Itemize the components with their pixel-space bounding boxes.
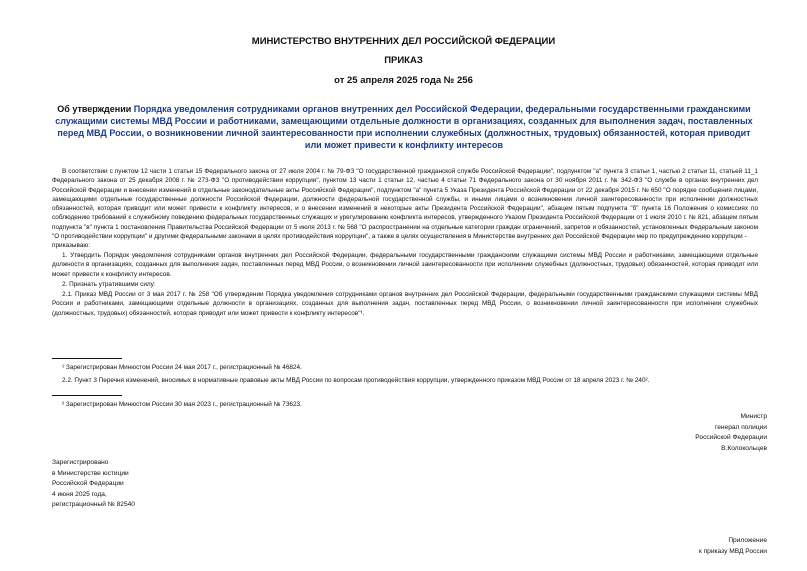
item-1: 1. Утвердить Порядок уведомления сотрудниками органов внутренних дел Российской Федерации, федеральными государственными гражданскими служащими системы МВД России и работниками, замещающими отдельные должности в организациях, созданных для выполнения задач, поставленных перед МВД России, о возникновении личной заинтересованности при исполнении служебных (должностных, трудовых) обязанностей, которая приводит или может привести к конфликту интересов. — [52, 252, 758, 278]
order-word: приказываю: — [52, 242, 90, 249]
signature-country: Российской Федерации — [695, 434, 767, 442]
registration-line-5: регистрационный № 82540 — [52, 501, 135, 508]
item-2-2[interactable]: 2.2. Пункт 3 Перечня изменений, вносимых в нормативные правовые акты МВД России по вопросам противодействия коррупции, утвержденного приказом МВД России от 18 апреля 2023 г. № 240². — [62, 377, 650, 384]
registration-line-1: Зарегистрировано — [52, 459, 109, 466]
title-prefix: Об утверждении — [57, 104, 134, 114]
item-2-1: 2.1. Приказ МВД России от 3 мая 2017 г. № 258 "Об утверждении Порядка уведомления сотрудниками органов внутренних дел Российской Федерации, федеральными государственными гражданскими служащими системы МВД России и работниками, замещающими отдельные должности в организациях, созданных для выполнения задач, поставленных перед МВД России, о возникновении личной заинтересованности при исполнении служебных (должностных, трудовых) обязанностей, которая приводит или может привести к конфликту интересов"¹. — [52, 291, 758, 317]
doc-title — [52, 103, 756, 151]
signature-title: Министр — [740, 413, 767, 420]
registration-line-4: 4 июня 2025 года, — [52, 490, 107, 498]
signature-name: В.Колокольцев — [721, 444, 767, 452]
appendix-reference: к приказу МВД России — [698, 547, 767, 555]
footnote-2: ² Зарегистрирован Минюстом России 30 мая 2023 г., регистрационный № 73623. — [62, 401, 302, 408]
item-2: 2. Признать утратившими силу: — [62, 281, 156, 288]
footnote-divider-1 — [52, 358, 122, 359]
registration-line-3: Российской Федерации — [52, 480, 124, 487]
doc-type: ПРИКАЗ — [384, 55, 423, 66]
appendix-block — [699, 536, 767, 557]
footnote-divider-2 — [52, 395, 122, 396]
preamble-paragraph: В соответствии с пунктом 12 части 1 статьи 15 Федерального закона от 27 июля 2004 г. № 79-ФЗ "О государственной гражданской службе Российской Федерации", подпунктом "а" пункта 3 статьи 1, частью 2 статьи 11, статьей 11_1 Федерального закона от 25 декабря 2008 г. № 273-ФЗ "О противодействии коррупции", пунктом 13 части 1 статьи 12, частью 4 статьи 71 Федерального закона от 30 ноября 2011 г. № 342-ФЗ "О службе в органах внутренних дел Российской Федерации и внесении изменений в отдельные законодательные акты Российской Федерации", подпунктом "а" пункта 5 Указа Президента Российской Федерации от 22 декабря 2015 г. № 650 "О порядке сообщения лицами, замещающими отдельные государственные должности Российской Федерации, должности федеральной государственной службы, и иными лицами о возникновении личной заинтересованности при исполнении должностных обязанностей, которая приводит или может привести к конфликту интересов, и о внесении изменений в некоторые акты Президента Российской Федерации", абзацем пятым подпункта "б" пункта 16 Положения о комиссиях по соблюдению требований к служебному поведению федеральных государственных служащих и урегулированию конфликта интересов, утвержденного Указом Президента Российской Федерации от 1 июля 2010 г. № 821, абзацем пятым подпункта "в" пункта 1 постановления Правительства Российской Федерации от 5 июля 2013 г. № 568 "О распространении на отдельные категории граждан ограничений, запретов и обязанностей, установленных Федеральным законом "О противодействии коррупции" и другими федеральными законами в целях противодействия коррупции", а также в целях осуществления в Министерстве внутренних дел Российской Федерации мер по предупреждению коррупции - — [52, 168, 758, 241]
signature-rank: генерал полиции — [714, 423, 767, 431]
doc-date-number: от 25 апреля 2025 года № 256 — [334, 75, 473, 86]
registration-block — [52, 458, 135, 511]
title-link[interactable]: Порядка уведомления сотрудниками органов внутренних дел Российской Федерации, федеральными государственными гражданскими служащими системы МВД России и работниками, замещающими отдельные должности в организациях, созданных для выполнения задач, поставленных перед МВД России, о возникновении личной заинтересованности при исполнении служебных (должностных, трудовых) обязанностей, которая приводит или может привести к конфликту интересов — [55, 104, 753, 150]
footnote-1: ¹ Зарегистрирован Минюстом России 24 мая 2017 г., регистрационный № 46824. — [62, 364, 302, 371]
ministry-name: МИНИСТЕРСТВО ВНУТРЕННИХ ДЕЛ РОССИЙСКОЙ ФЕДЕРАЦИИ — [251, 36, 556, 47]
signature-block — [695, 412, 767, 454]
registration-line-2: в Министерстве юстиции — [52, 469, 129, 477]
appendix-label: Приложение — [728, 537, 767, 544]
